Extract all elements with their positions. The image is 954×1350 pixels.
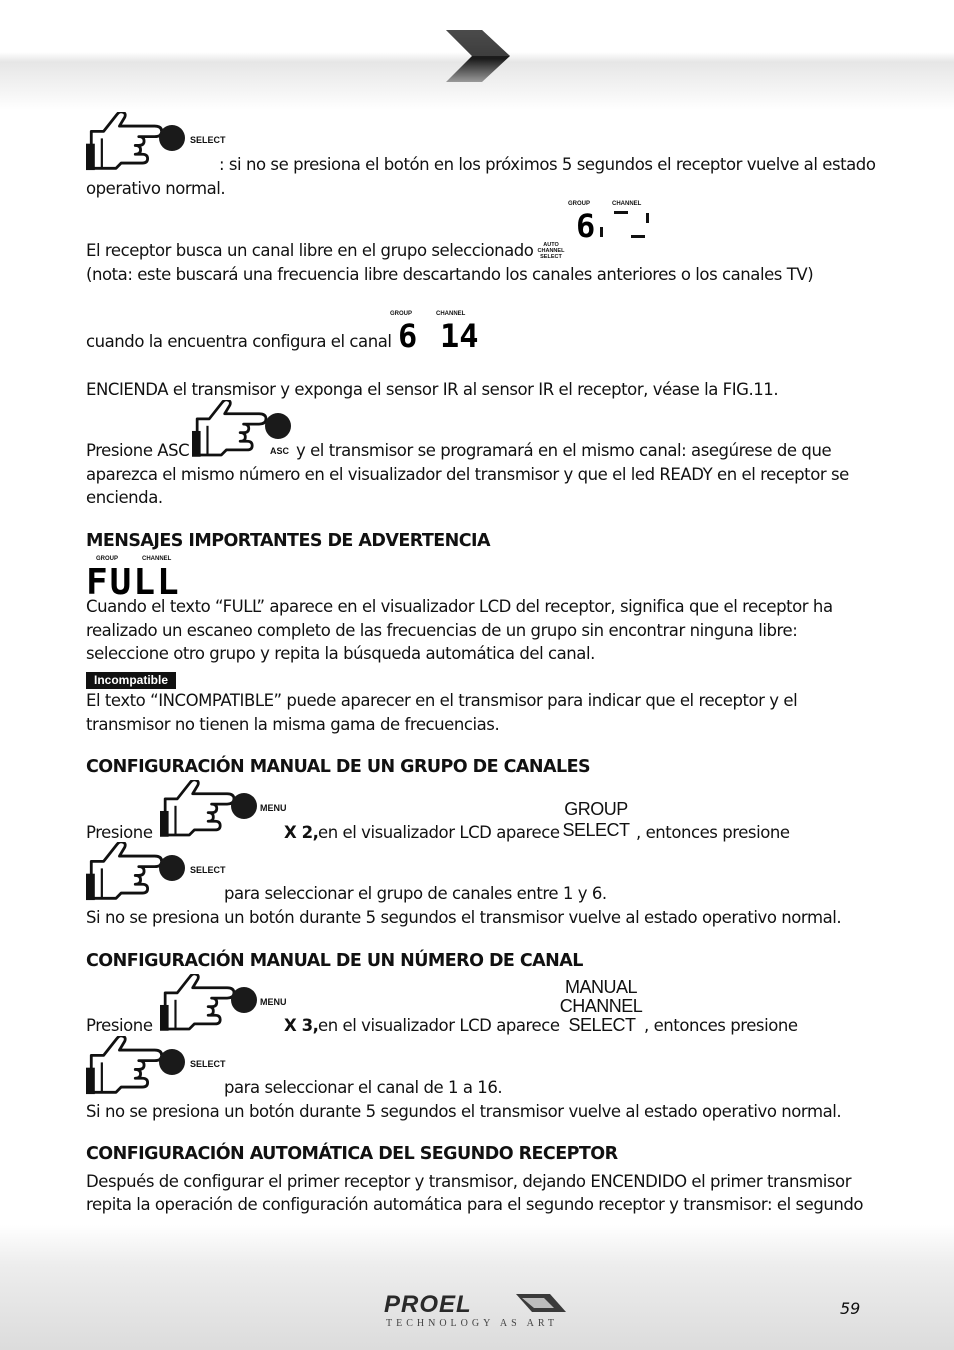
chevron-right-icon [444,28,514,84]
select-timeout-line-2: operativo normal. [86,179,226,198]
asc-line-2: aparezca el mismo número en el visualizador del transmisor y que el led READY en el receptor se [86,465,849,484]
channel-press-label: Presione [86,1016,153,1035]
auto-second-line-1: Después de configurar el primer receptor y transmisor, dejando ENCENDIDO el primer transmisor [86,1172,852,1191]
lcd-select-word: SELECT [562,820,630,840]
svg-text:AUTO: AUTO [543,242,559,248]
page-number: 59 [840,1299,861,1318]
channel-lcd-text: en el visualizador LCD aparece [318,1016,560,1035]
lcd-searching-display [566,197,660,243]
svg-text:PROEL: PROEL [384,1291,472,1318]
lcd-group-word: GROUP [564,799,628,819]
footer-tagline: TECHNOLOGY AS ART [386,1318,559,1329]
menu-button-icon [160,780,290,842]
auto-second-heading: CONFIGURACIÓN AUTOMÁTICA DEL SEGUNDO RECEPTOR [86,1144,618,1164]
menu-button-icon [160,974,290,1036]
channel-then-label: , entonces presione [644,1016,798,1035]
select-button-icon [86,112,226,174]
group-lcd-text: en el visualizador LCD aparece [318,823,560,842]
group-then-label: , entonces presione [636,823,790,842]
select-timeout-line-1: : si no se presiona el botón en los próximos 5 segundos el receptor vuelve al estado [219,155,876,174]
svg-text:CHANNEL: CHANNEL [142,556,172,562]
channel-config-heading: CONFIGURACIÓN MANUAL DE UN NÚMERO DE CANAL [86,951,583,971]
asc-line-3: encienda. [86,488,163,507]
asc-button-icon [192,400,296,462]
page-footer [0,1225,954,1350]
svg-text:SELECT: SELECT [190,135,226,145]
incompatible-badge: Incompatible [86,672,176,689]
svg-text:GROUP: GROUP [96,556,119,562]
incompatible-line-2: transmisor no tienen la misma gama de frecuencias. [86,715,500,734]
channel-times-label: X 3, [284,1016,319,1035]
svg-text:CHANNEL: CHANNEL [537,248,565,254]
svg-text:FULL: FULL [86,562,181,597]
lcd-manual-word: MANUAL [564,977,637,997]
lcd-found-display [388,307,482,351]
svg-text:CHANNEL: CHANNEL [612,201,642,207]
group-press-label: Presione [86,823,153,842]
channel-timeout-line: Si no se presiona un botón durante 5 segundos el transmisor vuelve al estado operativo normal. [86,1102,842,1121]
full-line-3: seleccione otro grupo y repita la búsqueda automática del canal. [86,644,595,663]
turn-on-line: ENCIENDA el transmisor y exponga el sensor IR al sensor IR el receptor, véase la FIG.11. [86,380,779,399]
found-line: cuando la encuentra configura el canal [86,332,392,351]
svg-text:MENU: MENU [260,997,287,1007]
lcd-channel-word: CHANNEL [559,996,643,1016]
search-line-1: El receptor busca un canal libre en el grupo seleccionado [86,241,534,260]
svg-text:SELECT: SELECT [190,1059,226,1069]
group-timeout-line: Si no se presiona un botón durante 5 segundos el transmisor vuelve al estado operativo normal. [86,908,842,927]
svg-text:SELECT: SELECT [540,254,562,260]
group-select-line: para seleccionar el grupo de canales entre 1 y 6. [224,884,607,903]
channel-select-line: para seleccionar el canal de 1 a 16. [224,1078,503,1097]
svg-text:14: 14 [440,317,479,351]
asc-line-1-post: y el transmisor se programará en el mismo canal: asegúrese de que [296,441,832,460]
group-config-heading: CONFIGURACIÓN MANUAL DE UN GRUPO DE CANALES [86,757,591,777]
full-line-1: Cuando el texto “FULL” aparece en el visualizador LCD del receptor, significa que el receptor ha [86,597,833,616]
select-button-icon [86,1036,226,1098]
asc-line-1-pre: Presione ASC [86,441,190,460]
svg-text:GROUP: GROUP [390,311,413,317]
svg-text:GROUP: GROUP [568,201,591,207]
group-times-label: X 2, [284,823,319,842]
proel-logo [384,1290,570,1320]
incompatible-line-1: El texto “INCOMPATIBLE” puede aparecer en el transmisor para indicar que el receptor y el [86,691,798,710]
lcd-full-display [86,553,186,597]
auto-channel-select-button-icon [534,240,568,260]
svg-text:CHANNEL: CHANNEL [436,311,466,317]
warnings-heading: MENSAJES IMPORTANTES DE ADVERTENCIA [86,531,491,551]
svg-text:6: 6 [398,317,418,351]
svg-text:6: 6 [576,207,596,243]
lcd-select-word: SELECT [568,1015,636,1035]
search-line-2: (nota: este buscará una frecuencia libre descartando los canales anteriores o los canales TV) [86,265,814,284]
svg-text:ASC: ASC [270,446,290,456]
full-line-2: realizado un escaneo completo de las frecuencias de un grupo sin encontrar ninguna libre: [86,621,798,640]
select-button-icon [86,842,226,904]
auto-second-line-2: repita la operación de configuración automática para el segundo receptor y transmisor: el segundo [86,1195,864,1214]
svg-text:SELECT: SELECT [190,865,226,875]
svg-text:MENU: MENU [260,803,287,813]
